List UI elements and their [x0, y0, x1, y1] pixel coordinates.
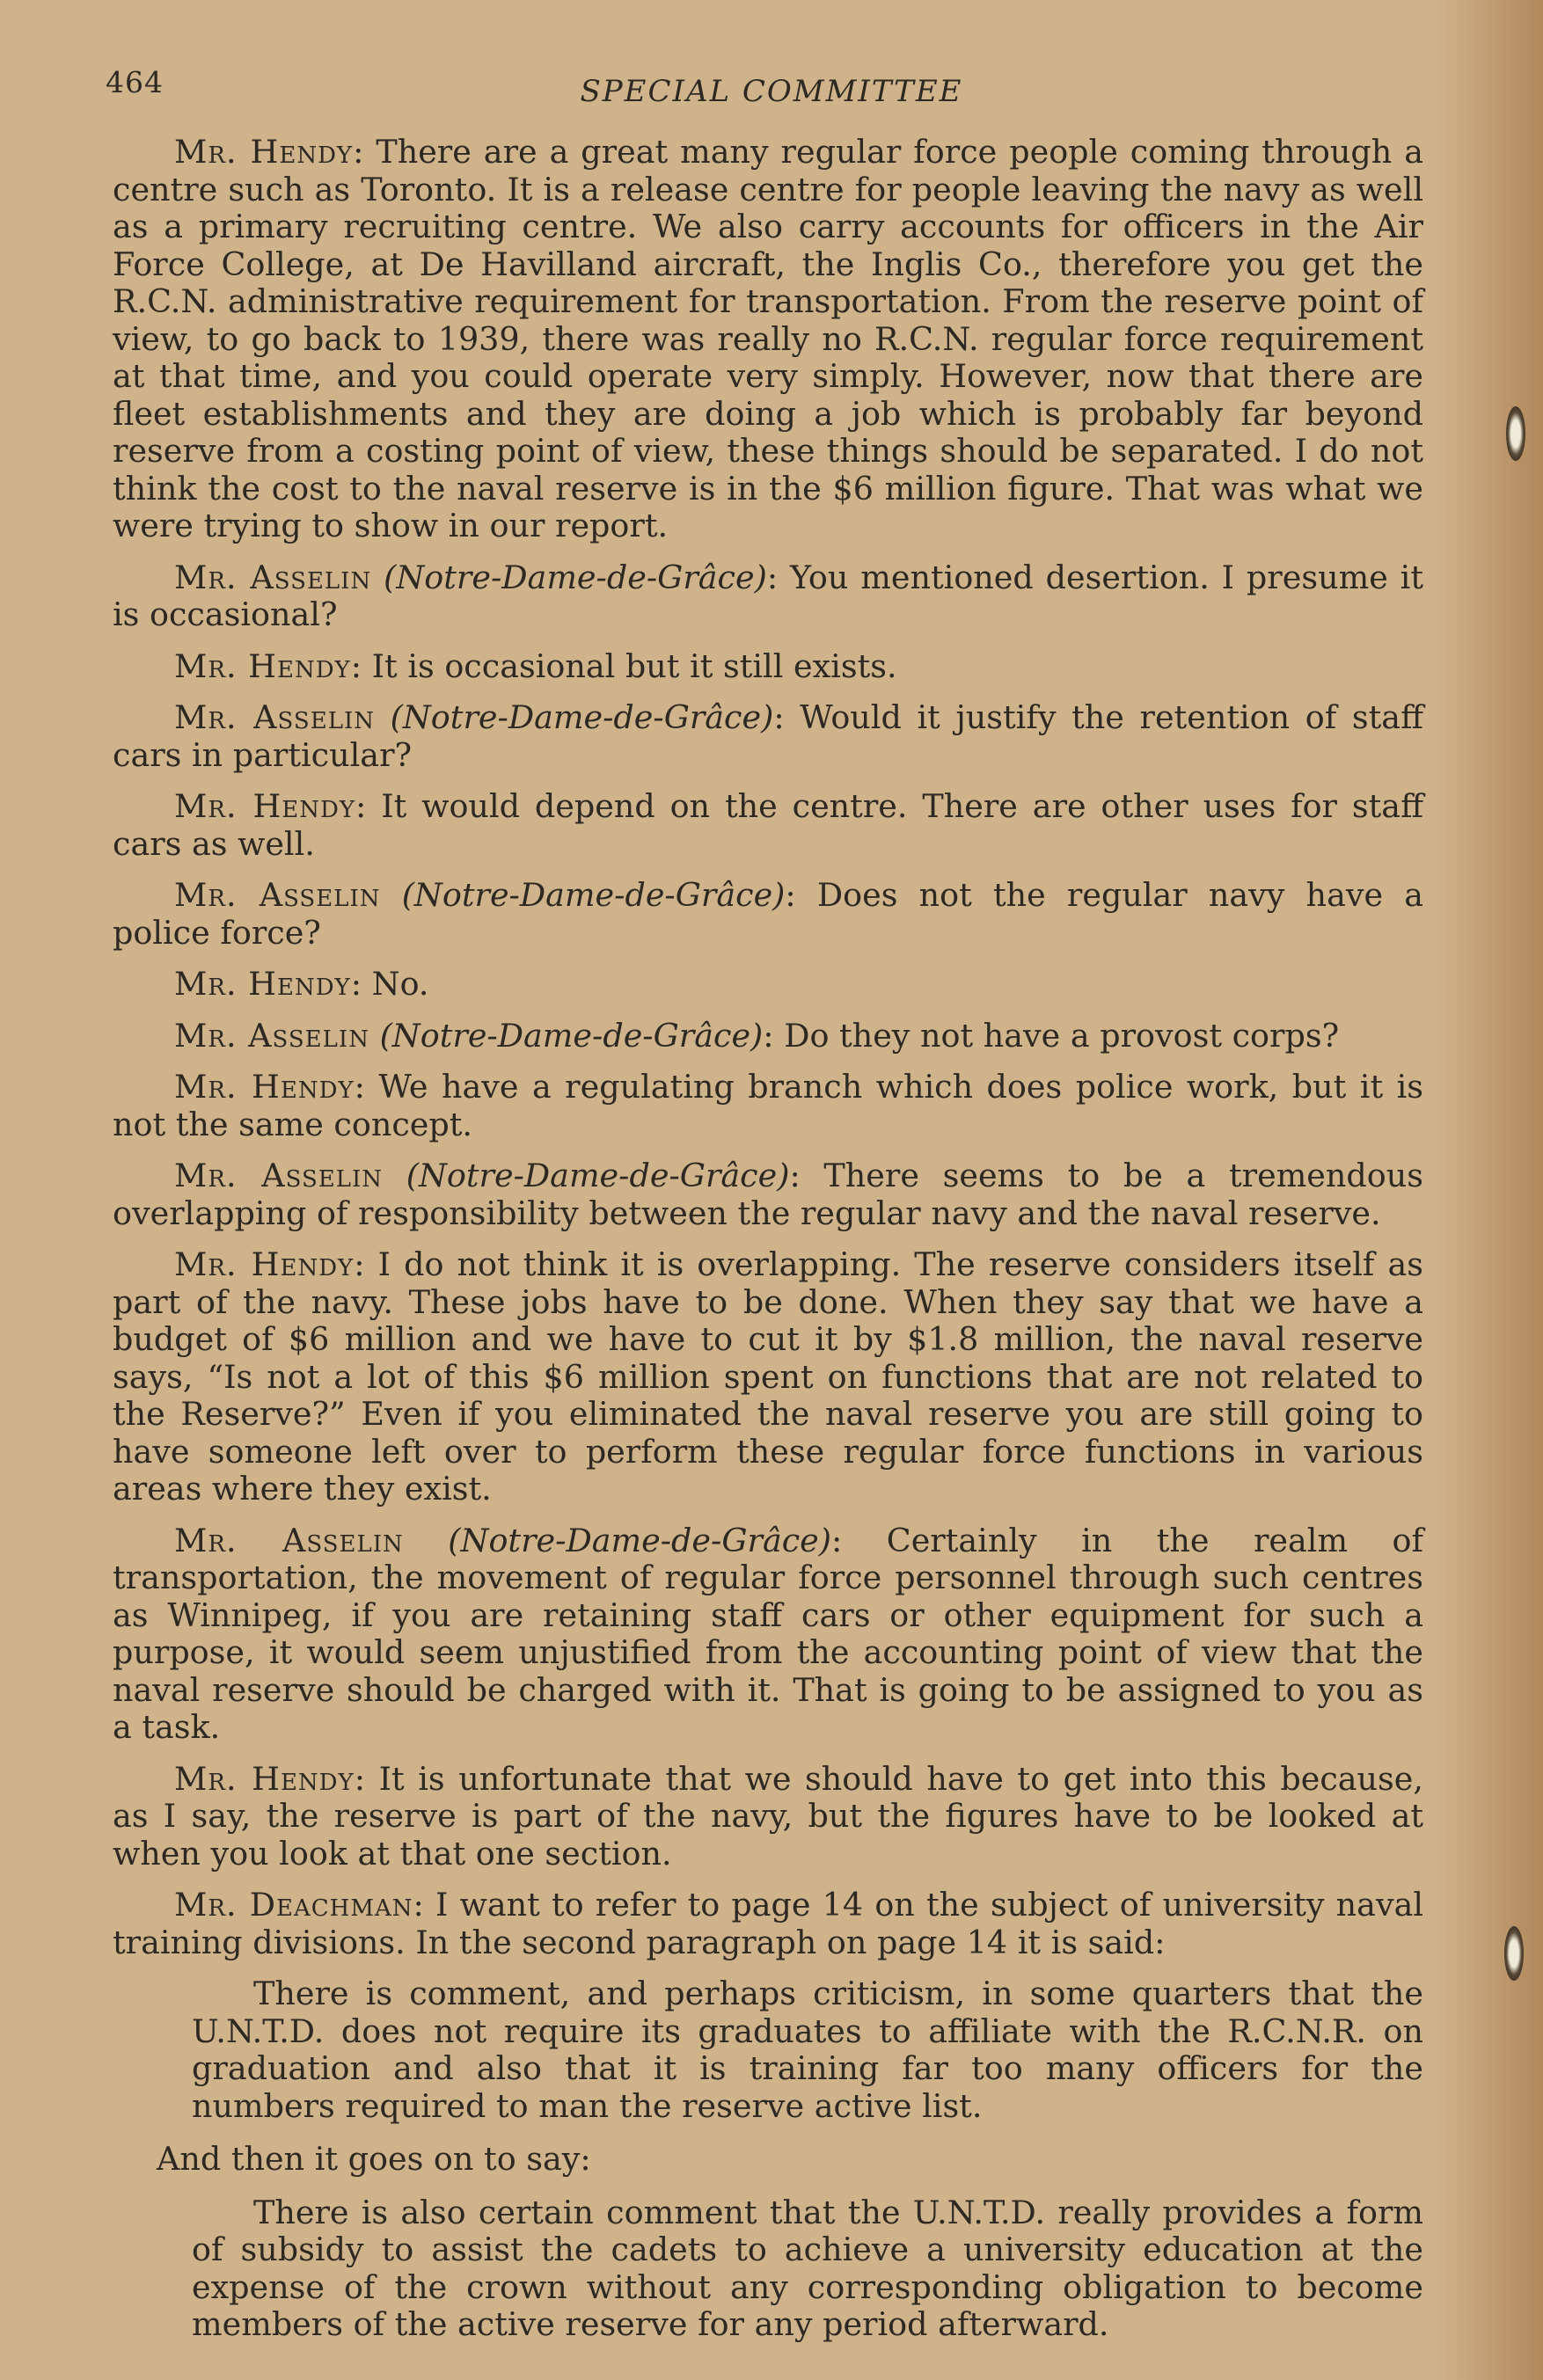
- speech-paragraph: Mr. Asselin (Notre-Dame-de-Grâce): Would it justify the retention of staff cars in particular?: [113, 698, 1423, 774]
- speaker-name: Mr. Asselin: [174, 876, 381, 914]
- speech-paragraph: Mr. Asselin (Notre-Dame-de-Grâce): Do they not have a provost corps?: [174, 1016, 1340, 1055]
- speech-paragraph: Mr. Hendy: I do not think it is overlapping. The reserve considers itself as part of the navy. These jobs have to be done. When they say that we have a budget of $6 million and we have to cut it by $1.8 million, the naval reserve says, “Is not a lot of this $6 million spent on functions that are not related to the Reserve?” Even if you eliminated the naval reserve you are still going to have someone left over to perform these regular force functions in various areas where they exist.: [113, 1245, 1423, 1508]
- speech-paragraph: Mr. Hendy: No.: [174, 965, 429, 1003]
- paragraph-text: And then it goes on to say:: [157, 2140, 591, 2178]
- speaker-name: Mr. Asselin: [174, 698, 375, 736]
- block-quote: [113, 1975, 1423, 2125]
- speech-paragraph: Mr. Hendy: It is occasional but it still exists.: [174, 646, 897, 685]
- speaker-name: Mr. Asselin: [174, 558, 372, 596]
- running-head: SPECIAL COMMITTEE: [580, 74, 963, 109]
- speech-paragraph: Mr. Asselin (Notre-Dame-de-Grâce): There seems to be a tremendous overlapping of responsibility between the regular navy and the naval reserve.: [113, 1157, 1423, 1232]
- speaker-name: Mr. Hendy: [174, 1245, 355, 1283]
- speaker-name: Mr. Hendy: [174, 787, 356, 825]
- paragraph-text: Do they not have a provost corps?: [784, 1016, 1340, 1055]
- binding-hole-mark: [1506, 406, 1525, 461]
- speech-paragraph: Mr. Asselin (Notre-Dame-de-Grâce): You mentioned desertion. I presume it is occasional?: [113, 558, 1424, 633]
- page-number: 464: [106, 65, 164, 99]
- speaker-riding: (Notre-Dame-de-Grâce): [401, 876, 786, 914]
- binding-hole-mark: [1504, 1926, 1524, 1981]
- speech-paragraph: Mr. Hendy: We have a regulating branch which does police work, but it is not the same concept.: [113, 1068, 1423, 1143]
- paragraph-text: It would depend on the centre. There are other uses for staff cars as well.: [113, 787, 1423, 863]
- paragraph-text: Does not the regular navy have a police force?: [113, 876, 1423, 952]
- paragraph-text: You mentioned desertion. I presume it is occasional?: [113, 558, 1424, 633]
- speaker-name: Mr. Hendy: [174, 133, 354, 171]
- paragraph-text: I want to refer to page 14 on the subject of university naval training divisions. In the second paragraph on page 14 it is said:: [113, 1886, 1424, 1961]
- paragraph-text: There is also certain comment that the U.N.T.D. really provides a form of subsidy to assist the cadets to achieve a university education at the expense of the crown without any corresponding obligation to become members of the active reserve for any period afterward.: [192, 2193, 1423, 2343]
- paragraph-text: There is comment, and perhaps criticism, in some quarters that the U.N.T.D. does not require its graduates to affiliate with the R.C.N.R. on graduation and also that it is training far too many officers for the numbers required to man the reserve active list.: [192, 1975, 1423, 2125]
- paragraph-text: Certainly in the realm of transportation, the movement of regular force personnel through such centres as Winnipeg, if you are retaining staff cars or other equipment for such a purpose, it would seem unjustified from the accounting point of view that the naval reserve should be charged with it. That is going to be assigned to you as a task.: [113, 1521, 1424, 1746]
- speaker-name: Mr. Hendy: [174, 1068, 355, 1106]
- speaker-riding: (Notre-Dame-de-Grâce): [390, 698, 774, 736]
- speech-paragraph: Mr. Hendy: There are a great many regular force people coming through a centre such as Toronto. It is a release centre for people leaving the navy as well as a primary recruiting centre. We also carry accounts for officers in the Air Force College, at De Havilland aircraft, the Inglis Co., therefore you get the R.C.N. administrative requirement for transportation. From the reserve point of view, to go back to 1939, there was really no R.C.N. regular force requirement at that time, and you could operate very simply. However, now that there are fleet establishments and they are doing a job which is probably far beyond reserve from a costing point of view, these things should be separated. I do not think the cost to the naval reserve is in the $6 million figure. That was what we were trying to show in our report.: [113, 133, 1423, 544]
- block-quote: [113, 2194, 1423, 2344]
- speaker-name: Mr. Hendy: [174, 1759, 355, 1798]
- paragraph-text: I do not think it is overlapping. The reserve considers itself as part of the navy. These jobs have to be done. When they say that we have a budget of $6 million and we have to cut it by $1.8 million, the naval reserve says, “Is not a lot of this $6 million spent on functions that are not related to the Reserve?” Even if you eliminated the naval reserve you are still going to have someone left over to perform these regular force functions in various areas where they exist.: [113, 1245, 1423, 1508]
- speech-paragraph: Mr. Hendy: It would depend on the centre. There are other uses for staff cars as well.: [113, 787, 1423, 863]
- body-text: [113, 134, 1423, 2360]
- speaker-name: Mr. Asselin: [174, 1521, 404, 1559]
- paragraph-text: We have a regulating branch which does police work, but it is not the same concept.: [113, 1068, 1423, 1143]
- speaker-riding: (Notre-Dame-de-Grâce): [448, 1521, 831, 1559]
- speaker-name: Mr. Asselin: [174, 1157, 384, 1194]
- speaker-riding: (Notre-Dame-de-Grâce): [379, 1016, 764, 1055]
- speech-paragraph: Mr. Hendy: It is unfortunate that we should have to get into this because, as I say, the reserve is part of the navy, but the figures have to be looked at when you look at that one section.: [113, 1759, 1423, 1873]
- paragraph-text: There are a great many regular force people coming through a centre such as Toronto. It is a release centre for people leaving the navy as well as a primary recruiting centre. We also carry accounts for officers in the Air Force College, at De Havilland aircraft, the Inglis Co., therefore you get the R.C.N. administrative requirement for transportation. From the reserve point of view, to go back to 1939, there was really no R.C.N. regular force requirement at that time, and you could operate very simply. However, now that there are fleet establishments and they are doing a job which is probably far beyond reserve from a costing point of view, these things should be separated. I do not think the cost to the naval reserve is in the $6 million figure. That was what we were trying to show in our report.: [113, 133, 1423, 544]
- speaker-riding: (Notre-Dame-de-Grâce): [406, 1157, 790, 1194]
- speaker-name: Mr. Hendy: [174, 965, 351, 1003]
- narrative-line: [113, 2141, 1423, 2179]
- paragraph-text: Would it justify the retention of staff cars in particular?: [113, 698, 1423, 774]
- paragraph-text: No.: [371, 965, 429, 1003]
- paragraph-text: It is occasional but it still exists.: [371, 646, 897, 685]
- speaker-name: Mr. Deachman: [174, 1886, 413, 1924]
- speech-paragraph: Mr. Deachman: I want to refer to page 14 on the subject of university naval training divisions. In the second paragraph on page 14 it is said:: [113, 1886, 1424, 1961]
- paragraph-text: It is unfortunate that we should have to get into this because, as I say, the reserve is part of the navy, but the figures have to be looked at when you look at that one section.: [113, 1759, 1423, 1873]
- speaker-name: Mr. Asselin: [174, 1016, 369, 1055]
- speaker-name: Mr. Hendy: [174, 646, 351, 685]
- paragraph-text: There seems to be a tremendous overlapping of responsibility between the regular navy and the naval reserve.: [113, 1157, 1423, 1232]
- speaker-riding: (Notre-Dame-de-Grâce): [384, 558, 767, 596]
- speech-paragraph: Mr. Asselin (Notre-Dame-de-Grâce): Does not the regular navy have a police force?: [113, 876, 1423, 952]
- speech-paragraph: Mr. Asselin (Notre-Dame-de-Grâce): Certainly in the realm of transportation, the movement of regular force personnel through such centres as Winnipeg, if you are retaining staff cars or other equipment for such a purpose, it would seem unjustified from the accounting point of view that the naval reserve should be charged with it. That is going to be assigned to you as a task.: [113, 1521, 1424, 1746]
